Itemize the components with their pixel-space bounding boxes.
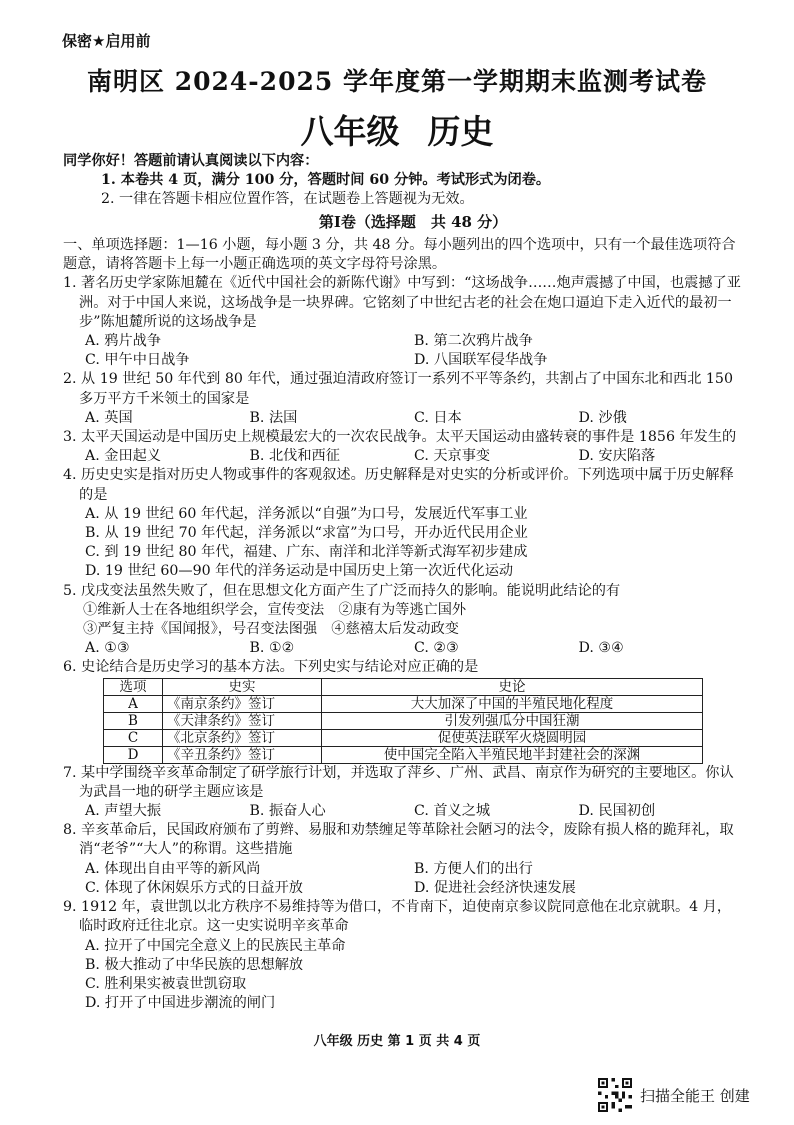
scanner-watermark xyxy=(598,1078,750,1112)
table-cell: 《天津条约》签订 xyxy=(163,712,322,729)
section-instructions: 一、单项选择题：1—16 小题，每小题 3 分，共 48 分。每小题列出的四个选项中，只有一个最佳选项符合题意，请将答题卡上每一小题正确选项的英文字母符号涂黑。 xyxy=(63,237,736,273)
option-a: A. 从 19 世纪 60 年代起，洋务派以“自强”为口号，发展近代军事工业 xyxy=(85,505,528,522)
question-5 xyxy=(63,582,743,659)
option-c: C. 首义之城 xyxy=(414,803,491,820)
question-options xyxy=(63,802,743,821)
table-cell: 《北京条约》签订 xyxy=(163,729,322,746)
table-row xyxy=(104,746,703,763)
option-b: B. 从 19 世纪 70 年代起，洋务派以“求富”为口号，开办近代民用企业 xyxy=(85,525,528,542)
subject-label: 历史 xyxy=(427,112,494,151)
question-stem: 6. 史论结合是历史学习的基本方法。下列史实与结论对应正确的是 xyxy=(63,659,479,676)
question-4 xyxy=(63,466,743,581)
option-a: A. 声望大振 xyxy=(85,803,162,820)
question-stem: 3. 太平天国运动是中国历史上规模最宏大的一次农民战争。太平天国运动由盛转衰的事件是 1856 年发生的 xyxy=(63,429,737,446)
table-row xyxy=(104,712,703,729)
question-options xyxy=(63,639,743,658)
question-7 xyxy=(63,764,743,822)
option-a: A. 体现出自由平等的新风尚 xyxy=(85,860,261,877)
intro-item: 1. 本卷共 4 页，满分 100 分，答题时间 60 分钟。考试形式为闭卷。 xyxy=(101,172,551,189)
question-list xyxy=(63,236,743,1013)
option-c: C. 日本 xyxy=(414,409,462,426)
option-b: B. ①② xyxy=(249,640,295,657)
table-cell: 引发列强瓜分中国狂潮 xyxy=(322,712,703,729)
option-d: D. 安庆陷落 xyxy=(578,448,656,465)
table-cell: 《南京条约》签订 xyxy=(163,695,322,712)
history-table xyxy=(103,678,703,764)
table-header: 史论 xyxy=(322,678,703,695)
confidential-mark: 保密★启用前 xyxy=(62,32,151,50)
table-cell: B xyxy=(104,712,163,729)
option-c: C. 甲午中日战争 xyxy=(85,352,190,369)
table-row xyxy=(104,729,703,746)
option-d: D. ③④ xyxy=(578,640,624,657)
option-c: C. 体现了休闲娱乐方式的日益开放 xyxy=(85,879,303,896)
table-cell: D xyxy=(104,746,163,763)
table-cell: 《辛丑条约》签订 xyxy=(163,746,322,763)
question-stem: 5. 戊戌变法虽然失败了，但在思想文化方面产生了广泛而持久的影响。能说明此结论的有 xyxy=(63,582,621,599)
option-b: B. 法国 xyxy=(249,409,298,426)
table-header: 史实 xyxy=(163,678,322,695)
statement-line: ③严复主持《国闻报》，号召变法图强 ④慈禧太后发动政变 xyxy=(83,621,459,638)
question-6 xyxy=(63,658,743,763)
question-options xyxy=(63,860,743,898)
question-stem: 8. 辛亥革命后，民国政府颁布了剪辫、易服和劝禁缠足等革除社会陋习的法令，废除有损人格的跪拜礼，取消“老爷”“大人”的称谓。这些措施 xyxy=(63,822,734,858)
option-a: A. 英国 xyxy=(85,409,133,426)
option-a: A. 金田起义 xyxy=(85,448,162,465)
option-b: B. 振奋人心 xyxy=(249,803,326,820)
option-d: D. 沙俄 xyxy=(578,409,627,426)
exam-subtitle xyxy=(0,106,794,153)
question-1 xyxy=(63,274,743,370)
question-options xyxy=(63,409,743,428)
option-c: C. 胜利果实被袁世凯窃取 xyxy=(85,975,247,992)
scanner-label: 扫描全能王 创建 xyxy=(640,1086,750,1105)
option-a: A. ①③ xyxy=(85,640,130,657)
question-stem: 2. 从 19 世纪 50 年代到 80 年代，通过强迫清政府签订一系列不平等条约，共割占了中国东北和西北 150 多万平方千米领土的国家是 xyxy=(63,371,733,407)
question-options xyxy=(63,332,743,370)
intro-section xyxy=(63,152,743,210)
option-b: B. 方便人们的出行 xyxy=(414,860,533,877)
question-8 xyxy=(63,821,743,898)
option-b: B. 第二次鸦片战争 xyxy=(414,333,533,350)
question-stem: 7. 某中学围绕辛亥革命制定了研学旅行计划，并选取了萍乡、广州、武昌、南京作为研究的主要地区。你认为武昌一地的研学主题应该是 xyxy=(63,764,734,800)
question-stem: 1. 著名历史学家陈旭麓在《近代中国社会的新陈代谢》中写到：“这场战争……炮声震撼了中国，也震撼了亚洲。对于中国人来说，这场战争是一块界碑。它铭刻了中世纪古老的社会在炮口逼迫下走入近代的最初一步”陈旭麓所说的这场战争是 xyxy=(63,275,741,330)
table-cell: 促使英法联军火烧圆明园 xyxy=(322,729,703,746)
option-d: D. 八国联军侵华战争 xyxy=(414,352,548,369)
option-c: C. 天京事变 xyxy=(414,448,491,465)
intro-heading: 同学你好！答题前请认真阅读以下内容： xyxy=(63,153,319,169)
option-a: A. 拉开了中国完全意义上的民族民主革命 xyxy=(85,937,346,954)
section-heading: 第Ⅰ卷（选择题 共 48 分） xyxy=(318,213,508,231)
table-row xyxy=(104,695,703,712)
statement-line: ①维新人士在各地组织学会，宣传变法 ②康有为等逃亡国外 xyxy=(83,601,467,618)
option-b: B. 北伐和西征 xyxy=(249,448,340,465)
table-header: 选项 xyxy=(104,678,163,695)
option-d: D. 打开了中国进步潮流的闸门 xyxy=(85,995,276,1012)
option-a: A. 鸦片战争 xyxy=(85,333,162,350)
option-c: C. 到 19 世纪 80 年代，福建、广东、南洋和北洋等新式海军初步建成 xyxy=(85,544,528,561)
table-cell: 大大加深了中国的半殖民地化程度 xyxy=(322,695,703,712)
exam-title: 南明区 2024-2025 学年度第一学期期末监测考试卷 xyxy=(87,67,707,96)
option-d: D. 民国初创 xyxy=(578,803,656,820)
table-header-row xyxy=(104,678,703,695)
option-b: B. 极大推动了中华民族的思想解放 xyxy=(85,956,304,973)
question-stem: 4. 历史史实是指对历史人物或事件的客观叙述。历史解释是对史实的分析或评价。下列选项中属于历史解释的是 xyxy=(63,467,734,503)
question-options xyxy=(63,505,743,582)
option-d: D. 促进社会经济快速发展 xyxy=(414,879,576,896)
question-options xyxy=(63,447,743,466)
option-c: C. ②③ xyxy=(414,640,459,657)
page-footer: 八年级 历史 第 1 页 共 4 页 xyxy=(313,1034,481,1049)
question-options xyxy=(63,937,743,1014)
table-cell: A xyxy=(104,695,163,712)
intro-item: 2. 一律在答题卡相应位置作答，在试题卷上答题视为无效。 xyxy=(101,191,474,208)
table-cell: C xyxy=(104,729,163,746)
qr-code-icon xyxy=(598,1078,632,1112)
question-3 xyxy=(63,428,743,466)
question-2 xyxy=(63,370,743,428)
question-stem: 9. 1912 年，袁世凯以北方秩序不易维持等为借口，不肯南下，迫使南京参议院同意他在北京就职。4 月，临时政府迁往北京。这一史实说明辛亥革命 xyxy=(63,899,732,935)
question-9 xyxy=(63,898,743,1013)
table-cell: 使中国完全陷入半殖民地半封建社会的深渊 xyxy=(322,746,703,763)
grade-label: 八年级 xyxy=(300,112,400,151)
option-d: D. 19 世纪 60—90 年代的洋务运动是中国历史上第一次近代化运动 xyxy=(85,563,514,580)
